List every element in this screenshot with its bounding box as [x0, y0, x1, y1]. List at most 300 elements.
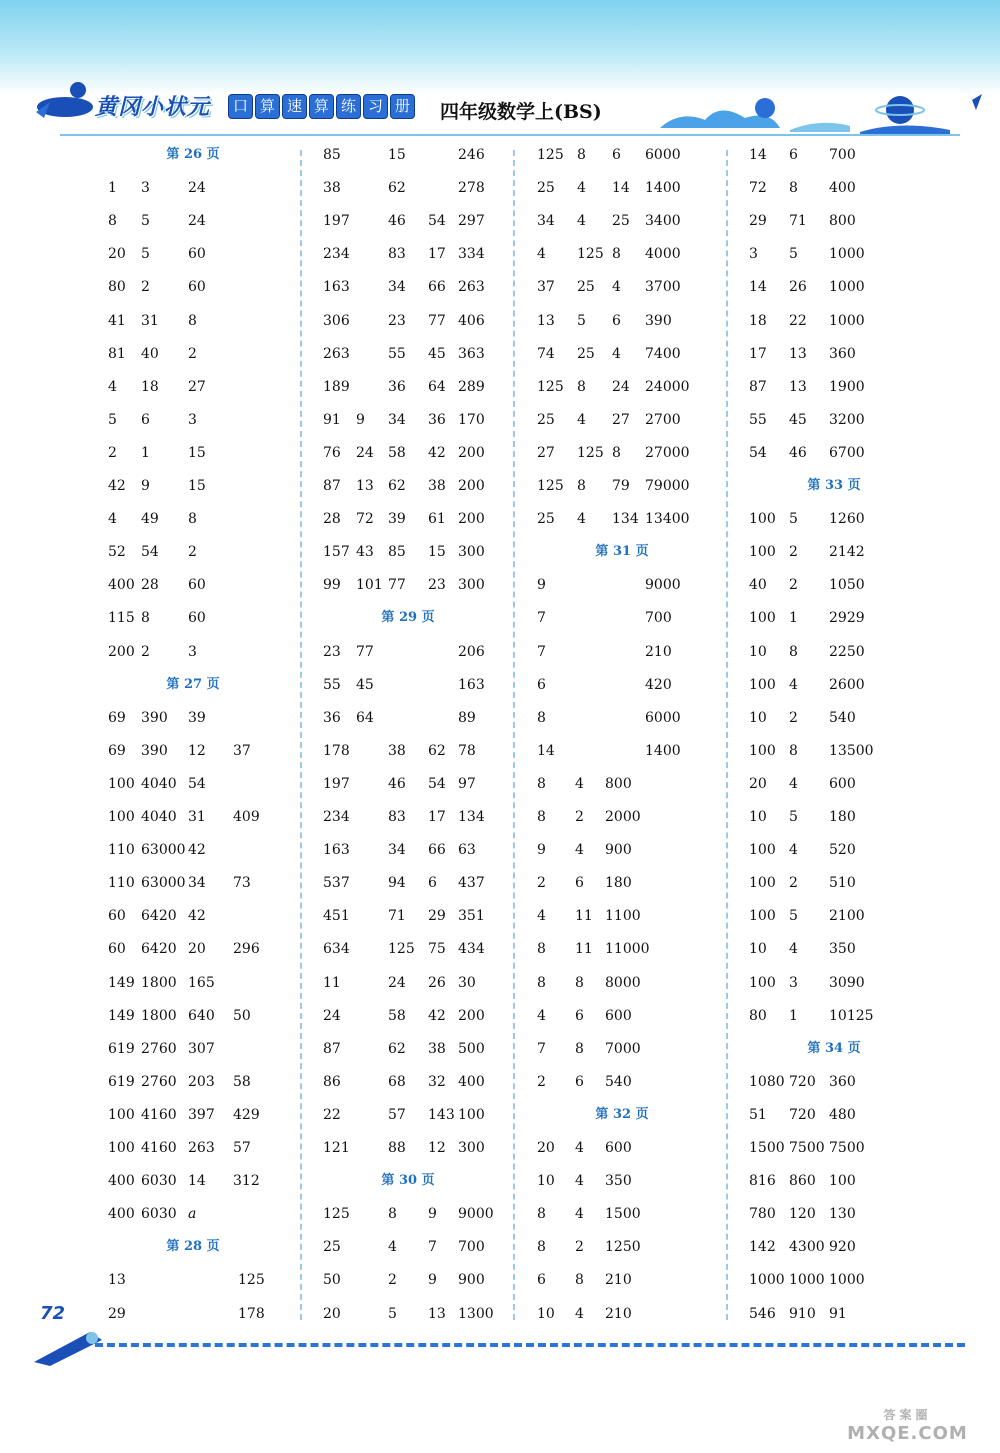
- answer-cell: 24: [188, 213, 206, 230]
- answer-row: [749, 443, 939, 463]
- answer-cell: 800: [829, 213, 856, 230]
- answer-cell: 634: [323, 941, 350, 958]
- answer-row: [749, 377, 939, 397]
- answer-cell: 2: [188, 345, 197, 362]
- answer-cell: 42: [428, 1007, 446, 1024]
- answer-row: [749, 145, 939, 165]
- answer-cell: 13: [789, 378, 807, 395]
- answer-cell: 100: [108, 775, 135, 792]
- answer-cell: 24: [356, 444, 374, 461]
- answer-cell: 1800: [141, 1007, 177, 1024]
- answer-cell: 88: [388, 1140, 406, 1156]
- answer-row: [323, 1072, 513, 1092]
- answer-cell: 780: [749, 1206, 776, 1223]
- answer-cell: 180: [829, 809, 856, 825]
- answer-cell: 61: [428, 511, 446, 528]
- answer-cell: 210: [605, 1272, 632, 1289]
- answer-cell: 8: [537, 941, 546, 958]
- answer-cell: 480: [829, 1106, 856, 1123]
- answer-cell: 400: [458, 1073, 485, 1090]
- answer-cell: 6: [575, 1007, 584, 1024]
- answer-cell: 73: [233, 875, 251, 892]
- answer-cell: 1000: [829, 246, 865, 263]
- answer-cell: 8: [575, 1272, 584, 1289]
- answer-cell: 9000: [458, 1206, 494, 1223]
- answer-cell: 8: [789, 643, 798, 660]
- answer-cell: a: [188, 1206, 197, 1223]
- answer-row: [108, 178, 298, 198]
- answer-row: [323, 1237, 513, 1257]
- answer-cell: 406: [458, 312, 485, 329]
- answer-row: [108, 774, 298, 794]
- answer-cell: 2: [789, 875, 798, 892]
- answer-cell: 34: [188, 875, 206, 892]
- answer-cell: 189: [323, 378, 350, 395]
- answer-cell: 210: [645, 643, 672, 660]
- answer-cell: 60: [188, 246, 206, 263]
- answer-cell: 101: [356, 577, 383, 594]
- answer-cell: 100: [108, 1140, 135, 1156]
- answer-cell: 22: [789, 312, 807, 329]
- answer-cell: 400: [108, 577, 135, 594]
- answer-cell: 12: [188, 742, 206, 759]
- answer-cell: 134: [612, 511, 639, 528]
- answer-row: [108, 807, 298, 827]
- answer-cell: 14: [612, 180, 630, 197]
- answer-row: [537, 1039, 727, 1059]
- answer-cell: 55: [388, 345, 406, 362]
- answer-cell: 510: [829, 875, 856, 892]
- answer-cell: 6420: [141, 908, 177, 925]
- answer-cell: 6: [141, 411, 150, 428]
- answer-cell: 77: [356, 643, 374, 660]
- answer-cell: 6: [575, 875, 584, 892]
- answer-cell: 121: [323, 1140, 350, 1156]
- answer-cell: 24000: [645, 378, 690, 395]
- answer-cell: 45: [428, 345, 446, 362]
- answer-cell: 60: [188, 577, 206, 594]
- answer-cell: 4: [577, 180, 586, 197]
- answer-cell: 1000: [749, 1272, 785, 1289]
- answer-cell: 163: [458, 676, 485, 693]
- answer-row: [323, 675, 513, 695]
- answer-cell: 429: [233, 1106, 260, 1123]
- answer-cell: 200: [108, 643, 135, 660]
- answer-cell: 170: [458, 411, 485, 428]
- answer-cell: 38: [323, 180, 341, 197]
- answer-row: [537, 410, 727, 430]
- answer-cell: 87: [323, 1040, 341, 1057]
- answer-cell: 8: [577, 478, 586, 494]
- answer-cell: 74: [537, 345, 555, 362]
- answer-cell: 6: [537, 676, 546, 693]
- answer-row: [749, 1270, 939, 1290]
- answer-cell: 76: [323, 444, 341, 461]
- series-char: 口: [228, 94, 253, 119]
- answer-cell: 1400: [645, 180, 681, 197]
- answer-cell: 66: [428, 842, 446, 859]
- answer-row: [749, 973, 939, 993]
- answer-cell: 4: [537, 246, 546, 263]
- answer-cell: 9: [356, 411, 365, 428]
- answer-cell: 537: [323, 875, 350, 892]
- page-heading: 第 34 页: [807, 1040, 861, 1056]
- watermark-text: 答案圈: [883, 1408, 932, 1422]
- rocket-icon: [30, 1322, 110, 1367]
- answer-row: [749, 608, 939, 628]
- clouds-and-planets-icon: [660, 80, 990, 140]
- answer-row: [537, 277, 727, 297]
- answer-row: [537, 840, 727, 860]
- answer-cell: 4: [575, 1140, 584, 1156]
- series-char: 算: [255, 94, 280, 119]
- answer-cell: 34: [388, 279, 406, 296]
- answer-row: [537, 344, 727, 364]
- answer-cell: 100: [458, 1106, 485, 1123]
- answer-cell: 6030: [141, 1173, 177, 1190]
- answer-cell: 149: [108, 974, 135, 991]
- answer-cell: 54: [428, 213, 446, 230]
- answer-row: [749, 311, 939, 331]
- answer-cell: 79000: [645, 478, 690, 494]
- answer-cell: 600: [605, 1140, 632, 1156]
- answer-cell: 46: [388, 213, 406, 230]
- answer-cell: 20: [188, 941, 206, 958]
- answer-cell: 4: [575, 1206, 584, 1223]
- answer-cell: 203: [188, 1073, 215, 1090]
- answer-cell: 11: [575, 908, 593, 925]
- answer-cell: 5: [789, 511, 798, 528]
- answer-cell: 15: [188, 478, 206, 494]
- answer-row: [537, 443, 727, 463]
- answer-cell: 200: [458, 1007, 485, 1024]
- answer-cell: 360: [829, 345, 856, 362]
- answer-cell: 197: [323, 213, 350, 230]
- answer-cell: 2760: [141, 1040, 177, 1057]
- answer-cell: 7500: [829, 1140, 865, 1156]
- answer-cell: 99: [323, 577, 341, 594]
- answer-row: [537, 873, 727, 893]
- answer-cell: 29: [428, 908, 446, 925]
- answer-cell: 100: [749, 974, 776, 991]
- answer-row: [749, 906, 939, 926]
- brand-logo: 黄冈小状元: [95, 95, 211, 120]
- answer-cell: 8: [188, 312, 197, 329]
- answer-cell: 2: [141, 643, 150, 660]
- answer-cell: 100: [749, 676, 776, 693]
- answer-cell: 3: [789, 974, 798, 991]
- answer-cell: 58: [388, 444, 406, 461]
- answer-cell: 134: [458, 809, 485, 825]
- answer-cell: 100: [749, 610, 776, 627]
- answer-cell: 24: [612, 378, 630, 395]
- answer-cell: 42: [428, 444, 446, 461]
- answer-row: [537, 145, 727, 165]
- answer-cell: 4: [108, 511, 117, 528]
- column-divider: [300, 150, 302, 1320]
- answer-cell: 263: [188, 1140, 215, 1156]
- answer-cell: 72: [749, 180, 767, 197]
- answer-cell: 63000: [141, 875, 186, 892]
- answer-cell: 8: [188, 511, 197, 528]
- answer-row: [323, 1304, 513, 1324]
- answer-cell: 8: [537, 809, 546, 825]
- answer-cell: 49: [141, 511, 159, 528]
- answer-row: [323, 939, 513, 959]
- answer-row: [537, 741, 727, 761]
- answer-cell: 125: [323, 1206, 350, 1223]
- answer-cell: 9: [537, 577, 546, 594]
- answer-cell: 13: [789, 345, 807, 362]
- answer-cell: 2: [575, 809, 584, 825]
- answer-cell: 700: [645, 610, 672, 627]
- answer-cell: 125: [537, 378, 564, 395]
- answer-cell: 42: [188, 908, 206, 925]
- answer-cell: 8: [575, 1040, 584, 1057]
- answer-cell: 2: [108, 444, 117, 461]
- answer-cell: 100: [749, 511, 776, 528]
- page-heading: 第 32 页: [595, 1106, 649, 1122]
- answer-cell: 100: [749, 875, 776, 892]
- answer-cell: 6000: [645, 709, 681, 726]
- answer-cell: 3200: [829, 411, 865, 428]
- page-header: [0, 70, 1000, 140]
- answer-cell: 8: [537, 775, 546, 792]
- answer-cell: 2: [789, 544, 798, 561]
- answer-cell: 11000: [605, 941, 650, 958]
- answer-cell: 8: [575, 974, 584, 991]
- answer-row: [537, 642, 727, 662]
- flying-character-icon: [30, 72, 100, 132]
- answer-row: [537, 509, 727, 529]
- answer-row: [749, 1105, 939, 1125]
- answer-cell: 27: [537, 444, 555, 461]
- answer-cell: 87: [749, 378, 767, 395]
- answer-cell: 125: [537, 147, 564, 163]
- answer-cell: 15: [388, 147, 406, 163]
- answer-cell: 4: [789, 941, 798, 958]
- answer-cell: 900: [605, 842, 632, 859]
- answer-row: [108, 1039, 298, 1059]
- answer-cell: 4040: [141, 809, 177, 825]
- answer-cell: 25: [577, 279, 595, 296]
- answer-cell: 180: [605, 875, 632, 892]
- answer-cell: 68: [388, 1073, 406, 1090]
- answer-cell: 720: [789, 1073, 816, 1090]
- series-char: 习: [363, 94, 388, 119]
- page-heading: 第 30 页: [381, 1173, 435, 1189]
- answer-cell: 7: [537, 643, 546, 660]
- answer-cell: 40: [141, 345, 159, 362]
- answer-cell: 9: [428, 1206, 437, 1223]
- answer-cell: 13400: [645, 511, 690, 528]
- answer-cell: 130: [829, 1206, 856, 1223]
- answer-cell: 79: [612, 478, 630, 494]
- answer-cell: 125: [577, 246, 604, 263]
- footer-divider: [95, 1343, 965, 1347]
- answer-row: [323, 211, 513, 231]
- answer-row: [537, 178, 727, 198]
- answer-row: [749, 1237, 939, 1257]
- answer-cell: 1050: [829, 577, 865, 594]
- answer-row: [749, 708, 939, 728]
- answer-cell: 12: [428, 1140, 446, 1156]
- answer-cell: 8: [789, 180, 798, 197]
- answer-cell: 46: [388, 775, 406, 792]
- answer-row: [323, 344, 513, 364]
- answer-cell: 55: [749, 411, 767, 428]
- answer-cell: 4160: [141, 1140, 177, 1156]
- answer-row: [537, 377, 727, 397]
- page-heading: 第 26 页: [166, 147, 220, 162]
- answer-cell: 77: [428, 312, 446, 329]
- answer-row: [537, 575, 727, 595]
- answer-cell: 546: [749, 1305, 776, 1322]
- answer-row: [323, 1270, 513, 1290]
- page-heading: 第 31 页: [595, 544, 649, 560]
- answer-cell: 26: [428, 974, 446, 991]
- answer-row: [108, 1105, 298, 1125]
- answer-cell: 51: [749, 1106, 767, 1123]
- answer-cell: 54: [749, 444, 767, 461]
- answer-cell: 63: [458, 842, 476, 859]
- answer-cell: 234: [323, 246, 350, 263]
- answer-cell: 1000: [829, 312, 865, 329]
- answer-row: [749, 774, 939, 794]
- answer-cell: 69: [108, 742, 126, 759]
- answer-cell: 27000: [645, 444, 690, 461]
- answer-cell: 10: [749, 941, 767, 958]
- answer-row: [323, 178, 513, 198]
- answer-cell: 7: [537, 1040, 546, 1057]
- answer-row: [323, 1006, 513, 1026]
- answer-cell: 197: [323, 775, 350, 792]
- answer-row: [749, 575, 939, 595]
- answer-row: [537, 1138, 727, 1158]
- answer-cell: 4300: [789, 1239, 825, 1256]
- answer-cell: 77: [388, 577, 406, 594]
- answer-cell: 52: [108, 544, 126, 561]
- answer-cell: 4: [537, 1007, 546, 1024]
- answer-cell: 289: [458, 378, 485, 395]
- answer-cell: 110: [108, 875, 135, 892]
- answer-cell: 41: [108, 312, 126, 329]
- answer-row: [108, 973, 298, 993]
- answer-row: [749, 1171, 939, 1191]
- answer-cell: 25: [537, 180, 555, 197]
- answer-row: [323, 277, 513, 297]
- answer-cell: 1100: [605, 908, 641, 925]
- answer-cell: 125: [238, 1272, 265, 1289]
- answer-row: [537, 211, 727, 231]
- page-number: 72: [40, 1303, 66, 1324]
- answer-row: [108, 509, 298, 529]
- answer-cell: 23: [323, 643, 341, 660]
- answer-cell: 37: [537, 279, 555, 296]
- answer-cell: 125: [577, 444, 604, 461]
- answer-cell: 8: [537, 709, 546, 726]
- answer-cell: 38: [428, 1040, 446, 1057]
- answer-cell: 619: [108, 1040, 135, 1057]
- answer-row: [537, 244, 727, 264]
- answer-cell: 91: [829, 1305, 847, 1322]
- answer-cell: 57: [388, 1106, 406, 1123]
- answer-cell: 8: [789, 742, 798, 759]
- answer-cell: 42: [188, 842, 206, 859]
- answer-cell: 58: [233, 1073, 251, 1090]
- answer-cell: 2929: [829, 610, 865, 627]
- answer-cell: 97: [458, 775, 476, 792]
- answer-row: [108, 211, 298, 231]
- answer-cell: 149: [108, 1007, 135, 1024]
- answer-cell: 2000: [605, 809, 641, 825]
- answer-row: [323, 443, 513, 463]
- answer-cell: 25: [612, 213, 630, 230]
- answer-cell: 57: [233, 1140, 251, 1156]
- answer-cell: 34: [388, 411, 406, 428]
- answer-cell: 4160: [141, 1106, 177, 1123]
- answer-cell: 210: [605, 1305, 632, 1322]
- answer-cell: 43: [356, 544, 374, 561]
- answer-row: [108, 1006, 298, 1026]
- answer-cell: 390: [141, 709, 168, 726]
- answer-cell: 42: [108, 478, 126, 494]
- answer-row: [323, 708, 513, 728]
- answer-cell: 2: [188, 544, 197, 561]
- answer-cell: 11: [575, 941, 593, 958]
- answer-cell: 15: [428, 544, 446, 561]
- answer-cell: 4: [108, 378, 117, 395]
- answer-cell: 4: [612, 345, 621, 362]
- answer-cell: 54: [428, 775, 446, 792]
- answer-cell: 5: [789, 809, 798, 825]
- answer-cell: 24: [388, 974, 406, 991]
- answer-cell: 64: [356, 709, 374, 726]
- answer-cell: 390: [141, 742, 168, 759]
- answer-row: [749, 1304, 939, 1324]
- answer-cell: 8: [537, 1206, 546, 1223]
- answer-row: [108, 1270, 298, 1290]
- answer-cell: 7: [537, 610, 546, 627]
- answer-cell: 920: [829, 1239, 856, 1256]
- answer-cell: 520: [829, 842, 856, 859]
- answer-cell: 2600: [829, 676, 865, 693]
- answer-row: [749, 873, 939, 893]
- answer-cell: 60: [188, 279, 206, 296]
- answer-cell: 3: [188, 411, 197, 428]
- answer-row: [323, 973, 513, 993]
- answer-cell: 700: [458, 1239, 485, 1256]
- answer-cell: 75: [428, 941, 446, 958]
- answer-cell: 71: [789, 213, 807, 230]
- answer-cell: 397: [188, 1106, 215, 1123]
- answer-row: [537, 1006, 727, 1026]
- answer-cell: 8: [577, 378, 586, 395]
- answer-row: [108, 575, 298, 595]
- answer-cell: 1: [789, 1007, 798, 1024]
- answer-cell: 86: [323, 1073, 341, 1090]
- answer-cell: 1800: [141, 974, 177, 991]
- answer-row: [108, 1171, 298, 1191]
- answer-row: [537, 1304, 727, 1324]
- answer-cell: 69: [108, 709, 126, 726]
- answer-cell: 78: [458, 742, 476, 759]
- answer-row: [108, 542, 298, 562]
- answer-cell: 11: [323, 974, 341, 991]
- answer-cell: 6420: [141, 941, 177, 958]
- answer-cell: 85: [388, 544, 406, 561]
- answer-cell: 23: [428, 577, 446, 594]
